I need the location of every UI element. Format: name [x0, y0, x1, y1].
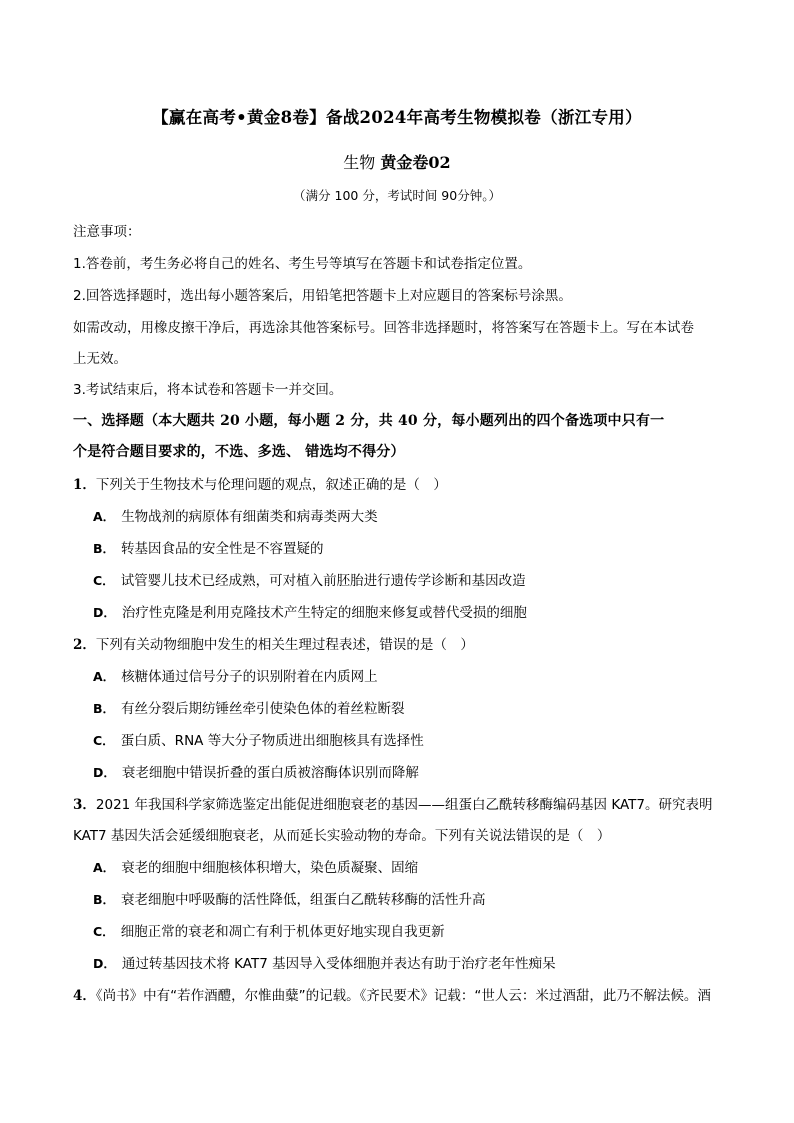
option-a [93, 856, 418, 876]
exam-title: 【赢在高考•黄金8卷】备战2024年高考生物模拟卷（浙江专用） [152, 108, 642, 127]
question-stem: 《尚书》中有“若作酒醴，尔惟曲糵”的记载。《齐民要术》记载：“世人云：米过酒甜，此乃不解法候。酒 [95, 988, 711, 1004]
question-3-stem-cont: KAT7 基因失活会延缓细胞衰老，从而延长实验动物的寿命。下列有关说法错误的是（ ） [73, 828, 611, 844]
option-text: 衰老细胞中错误折叠的蛋白质被溶酶体识别而降解 [121, 765, 419, 781]
option-b [93, 697, 405, 717]
option-d [93, 761, 419, 781]
notice-line: 2.回答选择题时，选出每小题答案后，用铅笔把答题卡上对应题目的答案标号涂黑。 [73, 288, 572, 304]
question-stem: 下列关于生物技术与伦理问题的观点，叙述正确的是（ ） [95, 477, 447, 493]
section-heading: 一、选择题（本大题共 20 小题，每小题 2 分，共 40 分，每小题列出的四个备选项中只有一 [73, 413, 665, 429]
option-b [93, 537, 324, 557]
notice-line: 上无效。 [73, 351, 127, 367]
option-text: 细胞正常的衰老和凋亡有利于机体更好地实现自我更新 [120, 924, 445, 940]
question-number: 2． [73, 637, 96, 653]
question-3 [73, 793, 712, 813]
option-text: 试管婴儿技术已经成熟，可对植入前胚胎进行遗传学诊断和基因改造 [120, 573, 526, 589]
notice-line: 3.考试结束后，将本试卷和答题卡一并交回。 [73, 382, 343, 398]
option-a [93, 505, 378, 525]
option-text: 衰老细胞中呼吸酶的活性降低，组蛋白乙酰转移酶的活性升高 [121, 892, 486, 908]
option-a [93, 665, 378, 685]
question-stem: 下列有关动物细胞中发生的相关生理过程表述，错误的是（ ） [95, 637, 474, 653]
option-letter: A． [93, 860, 116, 875]
option-text: 蛋白质、RNA 等大分子物质进出细胞核具有选择性 [120, 733, 424, 749]
option-c [93, 569, 526, 589]
option-c [93, 729, 424, 749]
option-letter: C． [93, 924, 115, 939]
notice-line: 如需改动，用橡皮擦干净后，再选涂其他答案标号。回答非选择题时，将答案写在答题卡上。写在本试卷 [73, 320, 694, 336]
option-text: 核糖体通过信号分子的识别附着在内质网上 [121, 669, 378, 685]
option-letter: C． [93, 733, 115, 748]
option-letter: C． [93, 573, 115, 588]
option-text: 衰老的细胞中细胞核体积增大，染色质凝聚、固缩 [121, 860, 419, 876]
option-letter: B． [93, 541, 116, 556]
subject-label: 生物 [343, 153, 376, 172]
option-letter: D． [93, 605, 116, 620]
question-1 [73, 473, 447, 493]
question-number: 4． [73, 988, 96, 1004]
question-stem: 2021 年我国科学家筛选鉴定出能促进细胞衰老的基因——组蛋白乙酰转移酶编码基因 KAT7。研究表明 [95, 797, 713, 813]
paper-label: 黄金卷02 [380, 153, 451, 172]
option-text: 有丝分裂后期纺锤丝牵引使染色体的着丝粒断裂 [121, 701, 405, 717]
time-note: （满分 100 分，考试时间 90分钟。） [293, 188, 501, 203]
option-text: 通过转基因技术将 KAT7 基因导入受体细胞并表达有助于治疗老年性痴呆 [121, 956, 556, 972]
notice-heading: 注意事项： [73, 224, 141, 240]
question-2 [73, 633, 474, 653]
option-d [93, 601, 527, 621]
notice-line: 1.答卷前，考生务必将自己的姓名、考生号等填写在答题卡和试卷指定位置。 [73, 256, 532, 272]
exam-subtitle [0, 150, 794, 173]
question-number: 3． [73, 797, 96, 813]
option-letter: A． [93, 509, 116, 524]
section-heading-cont: 个是符合题目要求的，不选、多选、 错选均不得分） [73, 444, 405, 460]
option-letter: D． [93, 956, 116, 971]
question-4 [73, 984, 711, 1004]
option-text: 转基因食品的安全性是不容置疑的 [121, 541, 324, 557]
option-letter: B． [93, 892, 116, 907]
option-letter: B． [93, 701, 116, 716]
option-letter: A． [93, 669, 116, 684]
option-text: 生物战剂的病原体有细菌类和病毒类两大类 [121, 509, 378, 525]
option-c [93, 920, 445, 940]
option-letter: D． [93, 765, 116, 780]
option-b [93, 888, 486, 908]
option-d [93, 952, 556, 972]
question-number: 1． [73, 477, 96, 493]
option-text: 治疗性克隆是利用克隆技术产生特定的细胞来修复或替代受损的细胞 [121, 605, 527, 621]
